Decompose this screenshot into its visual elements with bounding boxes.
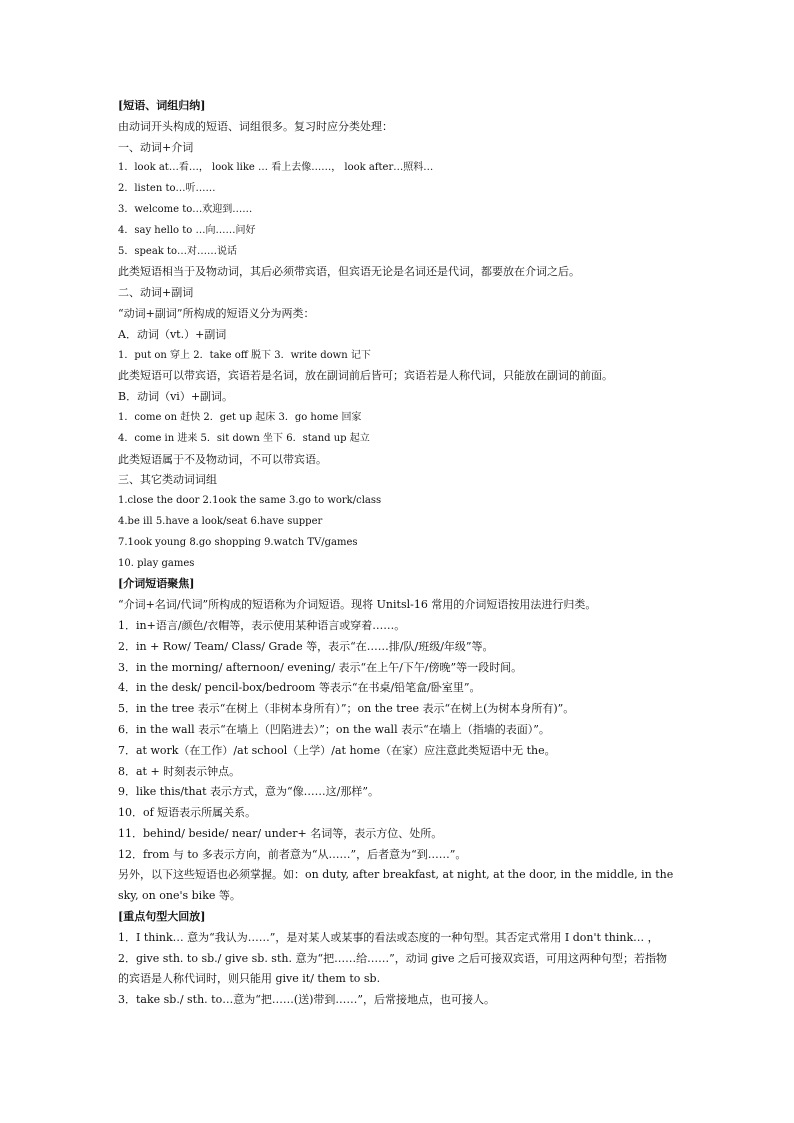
list-item: 12．from 与 to 多表示方向，前者意为“从……”，后者意为“到……”。 — [118, 847, 467, 861]
list-item: 1.close the door 2.1ook the same 3.go to work/class — [118, 495, 382, 507]
list-item: 8．at + 时刻表示钟点。 — [118, 764, 241, 778]
section-heading-phrases: [短语、词组归纳] — [118, 99, 206, 112]
text-line: 的宾语是人称代词时，则只能用 give it/ them to sb. — [118, 972, 381, 986]
list-item: 2．give sth. to sb./ give sb. sth. 意为“把……给……”，动词 give 之后可接双宾语，可用这两种句型；若指物 — [118, 951, 667, 965]
subsection-heading: 一、动词+介词 — [118, 140, 194, 154]
list-item: 4．say hello to …向……问好 — [118, 224, 256, 236]
text-line: 此类短语相当于及物动词，其后必须带宾语，但宾语无论是名词还是代词，都要放在介词之后。 — [118, 265, 580, 279]
list-item: 1．look at…看…， look like … 看上去像……， look after…照料… — [118, 162, 434, 174]
text-line: 此类短语属于不及物动词，不可以带宾语。 — [118, 452, 327, 466]
text-line: “介词+名词/代词”所构成的短语称为介词短语。现将 Unitsl-16 常用的介词短语按用法进行归类。 — [118, 598, 597, 612]
list-item: 1．come on 赶快 2．get up 起床 3．go home 回家 — [118, 411, 362, 423]
list-item: 6．in the wall 表示“在墙上（凹陷进去）”；on the wall 表示“在墙上（指墙的表面）”。 — [118, 722, 550, 736]
list-item: 5．speak to…对……说话 — [118, 245, 238, 257]
list-item: 4．come in 进来 5．sit down 坐下 6．stand up 起立 — [118, 432, 370, 444]
list-item: 3．take sb./ sth. to…意为“把……(送)带到……”，后常接地点，也可接人。 — [118, 993, 496, 1007]
list-item: 10. play games — [118, 557, 195, 569]
text-line: 另外，以下这些短语也必须掌握。如：on duty, after breakfast, at night, at the door, in the middle, in the — [118, 868, 674, 882]
text-line: A．动词（vt.）+副词 — [118, 327, 227, 341]
list-item: 1．in+语言/颜色/衣帽等，表示使用某种语言或穿着……。 — [118, 618, 406, 632]
list-item: 1．I think… 意为“我认为……”，是对某人或某事的看法或态度的一种句型。其否定式常用 I don't think… ， — [118, 930, 659, 944]
section-heading-sentences: [重点句型大回放] — [118, 910, 206, 924]
text-line: 此类短语可以带宾语，宾语若是名词，放在副词前后皆可；宾语若是人称代词，只能放在副词的前面。 — [118, 369, 613, 383]
list-item: 7．at work（在工作）/at school（上学）/at home（在家）应注意此类短语中无 the。 — [118, 743, 556, 757]
list-item: 10．of 短语表示所属关系。 — [118, 806, 257, 820]
list-item: 4.be ill 5.have a look/seat 6.have supper — [118, 515, 323, 527]
list-item: 9．like this/that 表示方式，意为“像……这/那样”。 — [118, 785, 380, 799]
text-line: “动词+副词”所构成的短语义分为两类： — [118, 306, 315, 320]
list-item: 2．in + Row/ Team/ Class/ Grade 等，表示“在……排/队/班级/年级”等。 — [118, 639, 494, 653]
subsection-heading: 二、动词+副词 — [118, 286, 194, 300]
list-item: 1．put on 穿上 2．take off 脱下 3．write down 记下 — [118, 349, 371, 361]
list-item: 7.1ook young 8.go shopping 9.watch TV/games — [118, 536, 358, 548]
list-item: 4．in the desk/ pencil-box/bedroom 等表示“在书桌/铅笔盒/卧室里”。 — [118, 681, 481, 695]
list-item: 2．listen to…听…… — [118, 183, 216, 195]
list-item: 3．in the morning/ afternoon/ evening/ 表示“在上午/下午/傍晚”等一段时间。 — [118, 660, 523, 674]
document-page — [118, 96, 678, 1011]
text-line: 由动词开头构成的短语、词组很多。复习时应分类处理： — [118, 119, 393, 133]
list-item: 3．welcome to…欢迎到…… — [118, 203, 253, 215]
list-item: 11．behind/ beside/ near/ under+ 名词等，表示方位、处所。 — [118, 826, 443, 840]
subsection-heading: 三、其它类动词词组 — [118, 473, 217, 487]
text-line: sky, on one's bike 等。 — [118, 889, 241, 903]
text-line: B．动词（vi）+副词。 — [118, 390, 234, 404]
section-heading-prepositions: [介词短语聚焦] — [118, 577, 195, 591]
list-item: 5．in the tree 表示“在树上（非树本身所有）”；on the tree 表示“在树上(为树本身所有)”。 — [118, 702, 575, 716]
